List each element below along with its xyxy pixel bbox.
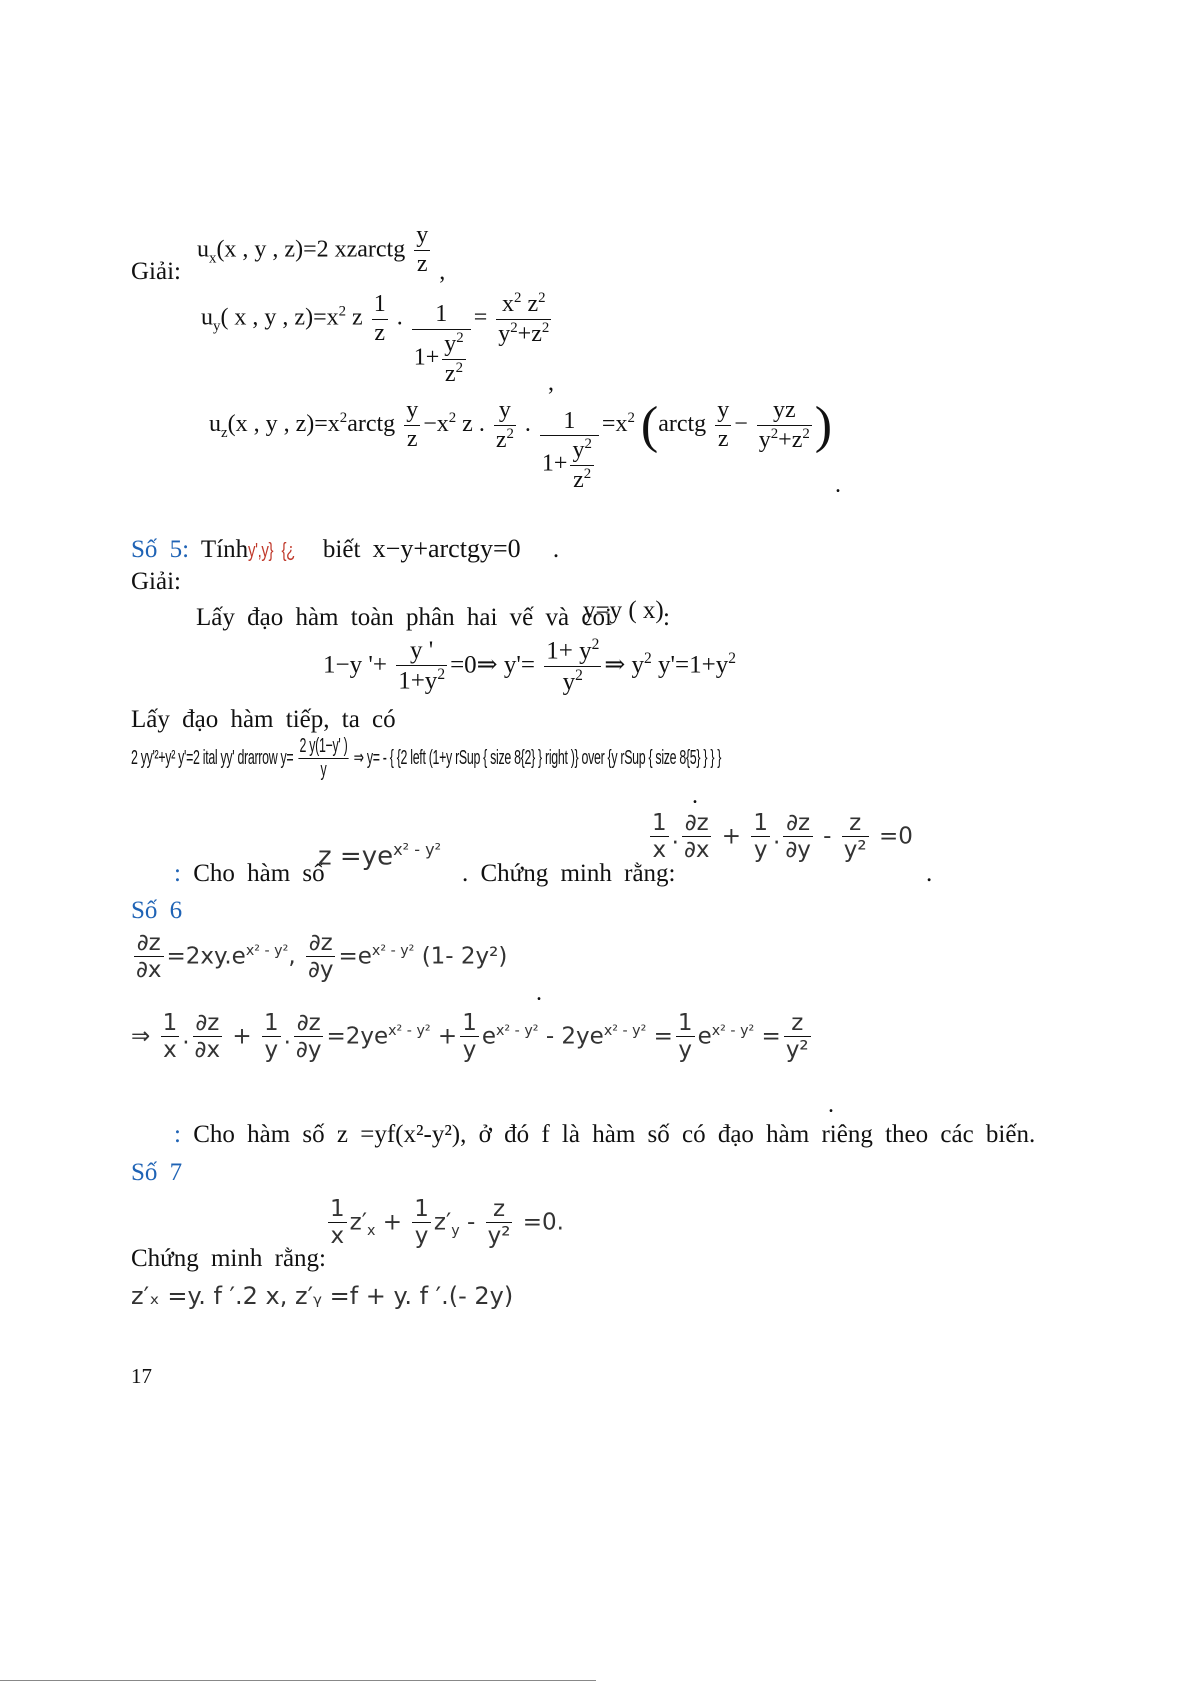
so6-line [174,860,325,888]
uz-period: . [835,472,841,498]
so7-prove-f3-num: z [486,1196,513,1223]
uz-frac1-den: z [406,426,418,452]
so6-prove-formula: $\frac{1}{x}$ . $\frac{\partial z}{\partial x}$ + $\frac{1}{y}$ . $\frac{\partial z}{\partial y}$ - $\frac{z}{\text{y²}}$ =0 [652,810,913,864]
uz-frac3-pre: 1+ [541,451,568,478]
uy-sup: 2 [338,303,347,320]
so7-prove-f2 [412,1196,431,1250]
so6-l2-e4: x² - y² [711,1022,755,1039]
so7-prove-plus: + [382,1209,402,1236]
uy-z: z [346,304,363,331]
uy-inner-frac: $\frac{y^2}{z^2}$ [444,330,464,387]
so6-l2-f5 [784,1010,811,1064]
so6-l2-f3 [460,1010,479,1064]
so5-eq1-frac1-den: 1+y [398,667,438,695]
uz-frac1 [404,397,420,453]
so7-prove-f1-num: 1 [330,1196,345,1222]
so5-label: Số 5: [131,536,190,563]
so6-l1-d2 [306,930,336,984]
so6-l1-comma: , [288,943,296,970]
uz-frac1-num: y [404,397,420,426]
so5-tinh: Tính [200,536,249,563]
so7-prove-f1-den: x [330,1223,345,1250]
so5-garbled-equation [131,735,721,782]
so5-eq1-frac2: $\frac{1+ y^2}{y^2}$ [546,636,600,696]
so5-equation: x−y+arctgy=0 [372,534,521,563]
so6-prove-eq: =0 [878,823,913,850]
so7-label: Số 7 [131,1159,183,1186]
so5-period: . [552,536,560,563]
giai-label: Giải: [131,258,181,285]
so6-l2-minus: - 2ye [545,1023,604,1050]
so6-prove-minus: - [823,823,832,850]
uz-frac5-num: yz [757,397,812,426]
so6-line2: ⇒ $\frac{1}{x}$ . $\frac{\partial z}{\partial x}$ + $\frac{1}{y}$ . $\frac{\partial z}{\partial y}$ $=2ye^{x^2 - y^2}$ + $\frac{1}{y}$ $e^{x^2 - y^2} - 2ye^{x^2 - y^2}$ = $\frac{1}{y}$ $e^{x^2 - y^2}$ = $\frac{z}{\text{y²}}$ [131,1010,809,1064]
uz-args: (x , y , z)=x [227,411,340,438]
uz-arctg2: arctg [658,411,707,438]
so5-line1 [196,604,612,632]
so6-exp: x² - y² [393,840,442,859]
so5-garbled: y',y} {¿ [248,540,296,562]
ux-fraction [414,222,430,278]
so6-l2-eb: e [481,1023,496,1050]
so6-l2-f1-den: x [163,1037,177,1064]
uy-frac3-num: x [502,291,514,317]
so6-prove-d1 [682,810,712,864]
ux-sub: x [209,250,217,267]
so5-eq1: 1−y '+ $\frac{y '}{1+y^2}$ =0⇒ y'= $\frac{1+ y^2}{y^2}$ ⇒ $y^2$ $y'=1+y^2$ [323,636,736,696]
so6-prove-f2 [751,810,770,864]
uy-frac3: $\frac{x^2 z^2}{y^2+z^2}$ [498,290,550,347]
so5-eq1-frac2-num: 1+ y [546,637,592,665]
so7-line [174,1121,1035,1149]
so5-biet: biết [322,536,361,563]
so5-garbled-frac [298,735,348,782]
so6-l2-f4-num: 1 [677,1010,693,1036]
uy-eq: = [473,304,488,331]
so6-prove-f3-den: y² [843,837,867,864]
so5-garbled-num: 2 y(1−y' ) [299,735,348,757]
uz-minus: −x [423,411,449,438]
so6-prove-d2-den: ∂y [785,837,811,864]
so7-last-formula: z′ₓ =y. f ′.2 x, z′ᵧ =f + y. f ′.(- 2y) [131,1282,514,1310]
so6-l1-d2-den: ∂y [307,957,334,984]
footer-divider [0,1680,596,1681]
ux-den: z [416,250,428,277]
so6-l2-f2 [262,1010,281,1064]
uy-frac3-num-mid: z [521,291,539,317]
so6-l2-e2: x² - y² [496,1022,539,1039]
so7-prove-zy: z′ [433,1209,452,1236]
so6-text1: Cho hàm số [193,860,325,887]
uz-dot: . [518,411,537,438]
so6-z-formula [318,840,441,872]
so6-l1-e1: x² - y² [245,942,289,959]
uz-inner-den: z [573,467,584,493]
uz-inner-frac: $\frac{y^2}{z^2}$ [572,436,592,493]
uy-args: ( x , y , z)=x [220,304,339,331]
so6-l2-f5-num: z [784,1010,811,1037]
uz-frac5-mid: +z [778,426,803,453]
uy-inner-num: y [444,331,457,357]
ux-formula [197,222,446,285]
so6-l2-d2-num: ∂z [294,1010,324,1037]
uy-lhs: u [201,304,213,331]
so5-eq1-a: 1−y '+ [323,651,387,679]
uz-z: z . [456,411,491,438]
so6-line1 [131,930,507,984]
so6-l2-eq2: = [653,1023,673,1050]
so5-eq1-c: ⇒ y [604,651,645,679]
so6-prove-d1-den: ∂x [683,837,710,864]
so6-l2-period: . [828,1092,834,1118]
so6-l2-d1-num: ∂z [193,1010,223,1037]
uz-frac5: $\frac{yz}{y^2+z^2}$ [758,396,810,453]
so6-prove-f2-num: 1 [753,810,769,836]
uz-arctg: arctg [347,411,396,438]
so5-garbled-pre: 2 yy'²+y² y'=2 ital yy' drarrow y= [131,746,294,769]
uz-frac4-den: z [717,426,729,452]
so6-prove-f2-den: y [753,837,768,864]
so5-line2: Lấy đạo hàm tiếp, ta có [131,706,396,733]
so6-l2-eq: =2ye [326,1023,389,1050]
uz-formula: $u_z(x$ , y , $z)=x^2arctg$ $\frac{y}{z}$ $-x^2$ z . $\frac{y}{z^2}$ . 1 1+ $\frac{y^2}{z^2}$ $=x^2$ (arctg $\frac{y}{z}$ − $\frac{yz}{y^2+z^2}$ ) [209,396,833,493]
so6-l2-eq3: = [761,1023,781,1050]
so6-period: . [926,860,933,887]
so6-l1-d1 [134,930,164,984]
so5-garbled-period: . [692,783,698,809]
so5-line1-text: Lấy đạo hàm toàn phân hai vế và coi [196,604,612,631]
so6-l1-e2: x² - y² [371,942,415,959]
uz-sub: z [221,424,228,441]
so7-prove-f2-den: y [414,1223,429,1250]
so6-l2-f5-den: y² [785,1037,809,1064]
so6-l2-arrow: ⇒ [131,1023,151,1050]
so7-colon: : [174,1121,181,1148]
uz-frac2-num: y [494,397,516,426]
so6-l1-period: . [536,980,542,1006]
so6-l2-d2 [294,1010,324,1064]
so5-heading [131,534,559,564]
so7-prove-zx: z′ [349,1209,367,1236]
uz-frac5-pre: y [758,426,771,453]
so6-l2-f3-num: 1 [462,1010,477,1036]
ux-comma: , [439,258,446,285]
so6-prove-plus: + [721,823,742,850]
so6-l2-plus: + [232,1023,252,1050]
uz-frac2-den: z [495,426,507,453]
uy-formula [201,290,554,388]
uy-frac2 [412,301,471,388]
so6-prove-d2-num: ∂z [783,810,813,837]
so6-l2-d2-den: ∂y [295,1037,322,1064]
so5-garbled-den: y [320,759,327,781]
so6-l2-d1-den: ∂x [194,1037,221,1064]
uz-frac2: $\frac{y}{z^2}$ [495,396,514,453]
so6-prove-f3-num: z [842,810,869,837]
uy-sub: y [213,318,221,335]
so6-prove-d1-num: ∂z [682,810,712,837]
so6-l2-e1: x² - y² [388,1022,431,1039]
uz-eq: =x [601,411,628,438]
so5-line1-overlay: y=y ( x) [583,597,664,624]
uy-frac3-den: y [498,320,511,347]
uz-paren-close: ) [814,397,833,454]
so7-chung-minh: Chứng minh rằng: [131,1245,326,1272]
uy-frac1 [372,291,388,347]
so6-prove-f1 [650,810,669,864]
so6-l2-f4-den: y [678,1037,693,1064]
so6-l2-f2-num: 1 [263,1010,279,1036]
uz-minus2: − [734,411,748,438]
so7-prove-eq: =0. [522,1209,564,1236]
uz-paren-open: ( [640,397,659,454]
so7-text: Cho hàm số z =yf(x²-y²), ở đó f là hàm số có đạo hàm riêng theo các biến. [193,1121,1036,1148]
so6-z: z =ye [318,841,394,872]
uz-inner-num: y [572,437,585,464]
uy-frac2-pre: 1+ [413,344,440,371]
so6-label: Số 6 [131,897,183,924]
so7-prove-zx-sub: x [366,1223,376,1240]
so5-line1-colon: : [663,604,670,631]
so5-garbled-post: ⇒ y= - { {2 left (1+y rSup { size 8{2} } right )} over {y rSup { size 8{5} } } } [353,746,722,769]
uy-frac1-den: z [374,319,386,346]
so6-l2-ec: e [697,1023,712,1050]
so6-prove-f1-den: x [652,837,667,864]
so7-prove-f3 [486,1196,513,1250]
so6-l2-f1 [161,1010,180,1064]
so6-l2-d1 [193,1010,223,1064]
so7-prove-f3-den: y² [487,1223,511,1250]
ux-num: y [414,222,430,251]
so7-prove-f1 [328,1196,347,1250]
uy-frac3-den-mid: +z [517,320,542,347]
so6-l1-d2-num: ∂z [306,930,336,957]
page-number: 17 [131,1364,152,1388]
so5-giai: Giải: [131,568,181,595]
so6-l1-v3: (1- 2y²) [421,943,508,970]
uy-comma: , [548,370,554,396]
so6-l1-v2: =e [338,943,372,970]
so7-prove-zy-sub: y [451,1223,460,1240]
so6-l2-e3: x² - y² [603,1022,647,1039]
so6-l2-f4 [676,1010,695,1064]
so6-text2: . Chứng minh rằng: [462,860,676,887]
so5-eq1-frac1-num: y ' [396,637,447,667]
so6-l2-plus2: + [437,1023,458,1050]
ux-args: (x , y , z)=2 xzarctg [216,236,406,263]
so6-l2-f2-den: y [264,1037,279,1064]
so6-prove-d2 [783,810,813,864]
so6-l2-f1-num: 1 [162,1010,178,1036]
so7-prove-f2-num: 1 [414,1196,429,1222]
so5-eq1-b: =0⇒ y'= [450,651,535,679]
uy-frac2-num: 1 [412,301,471,330]
uz-frac3-num: 1 [540,408,599,437]
so6-l2-f3-den: y [462,1037,477,1064]
so5-eq1-frac2-den: y [562,668,576,696]
so6-colon: : [174,860,181,887]
so7-prove-minus: - [466,1209,476,1236]
so7-prove-formula [325,1196,564,1250]
so5-eq1-frac1: $\frac{y '}{1+y^2}$ [398,636,446,695]
so6-prove-f1-num: 1 [652,810,667,836]
so6-l1-d1-num: ∂z [134,930,164,957]
so6-prove-f3 [842,810,869,864]
uy-dot: . [390,304,409,331]
uy-frac1-num: 1 [372,291,388,320]
so6-l1-v1: =2xy.e [166,943,246,970]
uz-lhs: u [209,411,221,438]
uz-frac4 [715,397,731,453]
ux-lhs: u [197,236,209,263]
uz-frac3 [540,408,599,495]
uy-inner-den: z [444,360,456,387]
so5-eq1-d: y'=1+y [651,651,729,679]
so6-l1-d1-den: ∂x [136,957,162,984]
uz-frac4-num: y [715,397,731,426]
